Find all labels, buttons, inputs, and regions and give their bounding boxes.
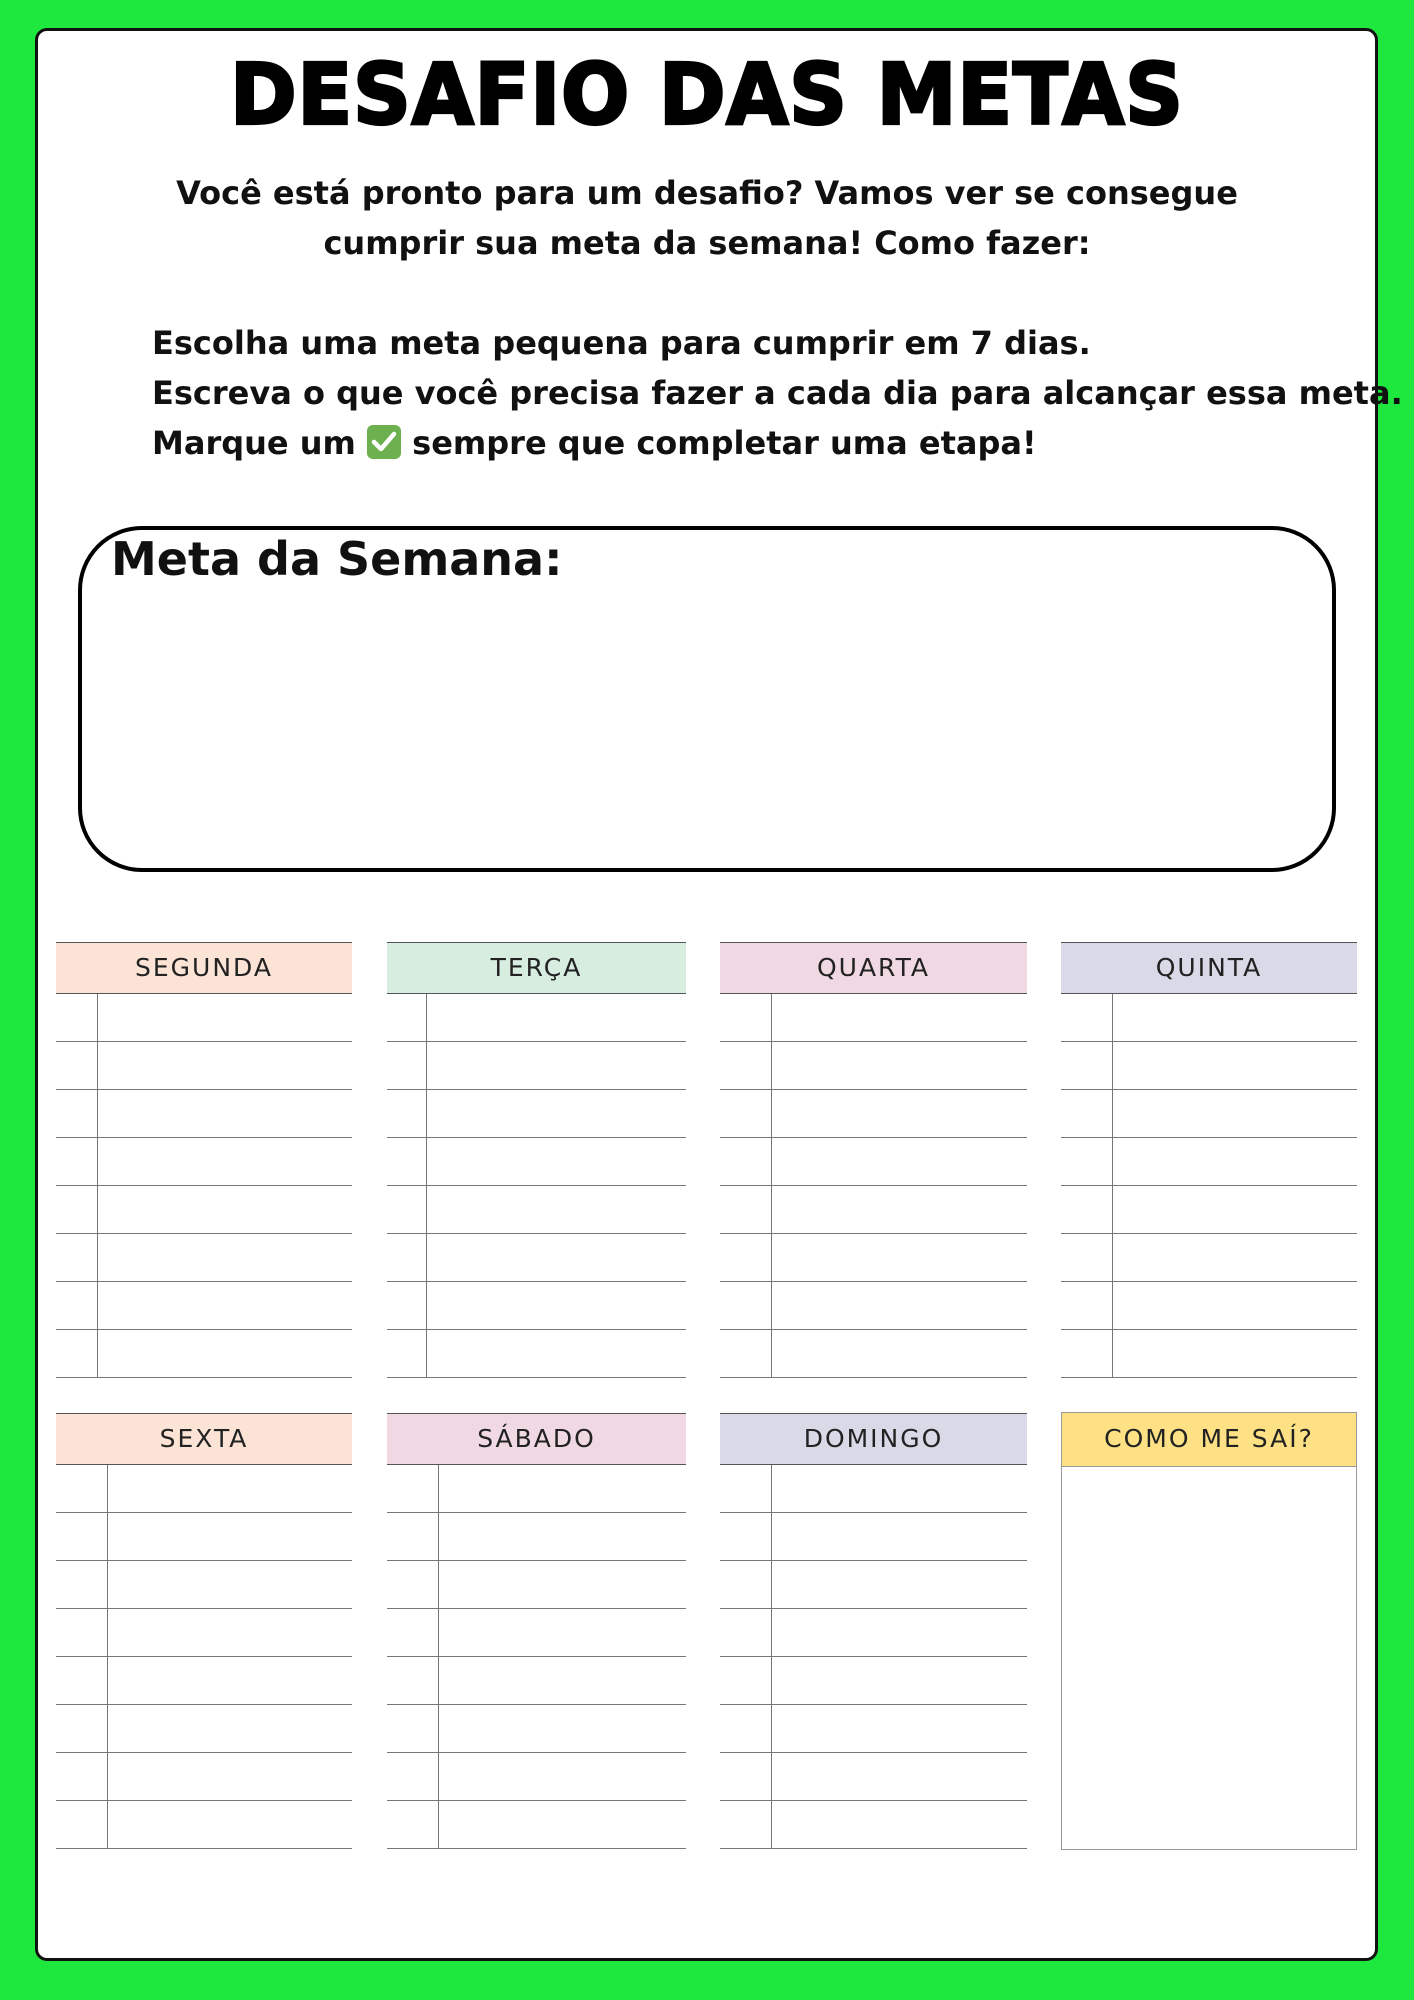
instruction-step-3-after: sempre que completar uma etapa!: [412, 424, 1037, 462]
day-header: SEXTA: [56, 1413, 352, 1465]
task-row[interactable]: [56, 1138, 352, 1186]
page-title: DESAFIO DAS METAS: [230, 45, 1184, 144]
day-rows: [1061, 994, 1357, 1378]
task-row[interactable]: [56, 1801, 352, 1849]
day-header: SEGUNDA: [56, 942, 352, 994]
day-rows: [56, 994, 352, 1378]
task-row[interactable]: [56, 1705, 352, 1753]
intro-text: [140, 168, 1274, 268]
task-row[interactable]: [387, 1090, 686, 1138]
task-row[interactable]: [720, 1609, 1027, 1657]
day-rows: [387, 994, 686, 1378]
task-row[interactable]: [1061, 1090, 1357, 1138]
instructions-list: [152, 318, 1403, 468]
task-row[interactable]: [387, 1609, 686, 1657]
task-row[interactable]: [1061, 994, 1357, 1042]
self-review-box[interactable]: [1061, 1412, 1357, 1850]
day-table-sexta: [56, 1413, 352, 1849]
intro-line-1: Você está pronto para um desafio? Vamos ver se consegue: [176, 174, 1238, 212]
self-review-header: COMO ME SAÍ?: [1062, 1413, 1356, 1467]
day-table-domingo: [720, 1413, 1027, 1849]
day-table-sabado: [387, 1413, 686, 1849]
day-header: TERÇA: [387, 942, 686, 994]
day-header: SÁBADO: [387, 1413, 686, 1465]
task-row[interactable]: [720, 994, 1027, 1042]
task-row[interactable]: [1061, 1330, 1357, 1378]
day-header: QUARTA: [720, 942, 1027, 994]
task-row[interactable]: [387, 1801, 686, 1849]
instruction-step-3: [152, 418, 1403, 468]
task-row[interactable]: [720, 1090, 1027, 1138]
task-row[interactable]: [720, 1186, 1027, 1234]
day-header: QUINTA: [1061, 942, 1357, 994]
task-row[interactable]: [720, 1465, 1027, 1513]
task-row[interactable]: [387, 1657, 686, 1705]
task-row[interactable]: [1061, 1186, 1357, 1234]
day-rows: [56, 1465, 352, 1849]
task-row[interactable]: [387, 1753, 686, 1801]
task-row[interactable]: [56, 1042, 352, 1090]
task-row[interactable]: [56, 1561, 352, 1609]
task-row[interactable]: [720, 1801, 1027, 1849]
task-row[interactable]: [720, 1138, 1027, 1186]
task-row[interactable]: [387, 1330, 686, 1378]
task-row[interactable]: [720, 1561, 1027, 1609]
task-row[interactable]: [56, 1753, 352, 1801]
task-row[interactable]: [387, 1465, 686, 1513]
day-rows: [387, 1465, 686, 1849]
task-row[interactable]: [56, 1657, 352, 1705]
check-mark-icon: [367, 425, 401, 459]
task-row[interactable]: [720, 1513, 1027, 1561]
instruction-step-2: Escreva o que você precisa fazer a cada dia para alcançar essa meta.: [152, 374, 1403, 412]
task-row[interactable]: [56, 1186, 352, 1234]
task-row[interactable]: [387, 1282, 686, 1330]
task-row[interactable]: [1061, 1234, 1357, 1282]
task-row[interactable]: [387, 1561, 686, 1609]
weekly-goal-label: Meta da Semana:: [111, 532, 563, 586]
day-table-segunda: [56, 942, 352, 1378]
task-row[interactable]: [56, 1330, 352, 1378]
instruction-step-3-before: Marque um: [152, 424, 356, 462]
task-row[interactable]: [56, 1513, 352, 1561]
instruction-step-1: Escolha uma meta pequena para cumprir em 7 dias.: [152, 324, 1091, 362]
task-row[interactable]: [387, 1186, 686, 1234]
task-row[interactable]: [720, 1042, 1027, 1090]
task-row[interactable]: [1061, 1138, 1357, 1186]
task-row[interactable]: [56, 994, 352, 1042]
task-row[interactable]: [720, 1753, 1027, 1801]
task-row[interactable]: [720, 1282, 1027, 1330]
task-row[interactable]: [720, 1705, 1027, 1753]
day-header: DOMINGO: [720, 1413, 1027, 1465]
task-row[interactable]: [387, 1042, 686, 1090]
task-row[interactable]: [56, 1090, 352, 1138]
day-rows: [720, 1465, 1027, 1849]
task-row[interactable]: [720, 1657, 1027, 1705]
day-table-terca: [387, 942, 686, 1378]
task-row[interactable]: [56, 1609, 352, 1657]
task-row[interactable]: [387, 1513, 686, 1561]
task-row[interactable]: [720, 1234, 1027, 1282]
task-row[interactable]: [387, 1138, 686, 1186]
task-row[interactable]: [387, 994, 686, 1042]
task-row[interactable]: [387, 1234, 686, 1282]
task-row[interactable]: [56, 1282, 352, 1330]
day-table-quinta: [1061, 942, 1357, 1378]
task-row[interactable]: [56, 1465, 352, 1513]
day-table-quarta: [720, 942, 1027, 1378]
task-row[interactable]: [720, 1330, 1027, 1378]
task-row[interactable]: [387, 1705, 686, 1753]
task-row[interactable]: [1061, 1282, 1357, 1330]
intro-line-2: cumprir sua meta da semana! Como fazer:: [323, 224, 1091, 262]
task-row[interactable]: [1061, 1042, 1357, 1090]
day-rows: [720, 994, 1027, 1378]
task-row[interactable]: [56, 1234, 352, 1282]
